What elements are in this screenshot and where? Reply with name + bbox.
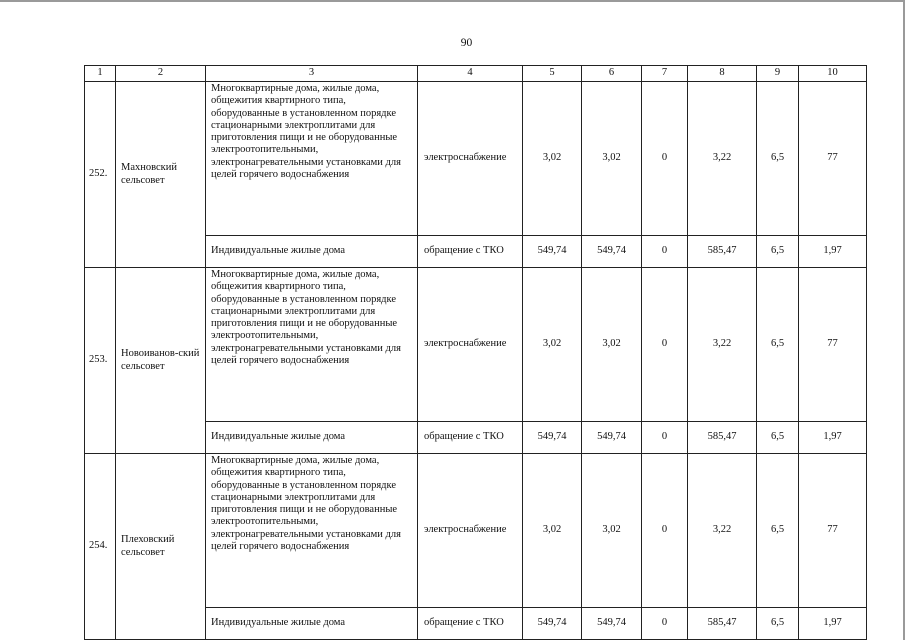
value-cell: 585,47 — [688, 236, 757, 268]
value-cell: 585,47 — [688, 608, 757, 640]
value-cell: 0 — [642, 422, 688, 454]
value-cell: 549,74 — [523, 422, 582, 454]
col-header: 10 — [799, 66, 867, 82]
row-number: 254. — [85, 454, 116, 640]
utility-type: электроснабжение — [418, 82, 523, 236]
value-cell: 6,5 — [757, 236, 799, 268]
value-cell: 6,5 — [757, 422, 799, 454]
settlement-name: Махновский сельсовет — [116, 82, 206, 268]
col-header: 9 — [757, 66, 799, 82]
value-cell: 1,97 — [799, 422, 867, 454]
col-header: 6 — [582, 66, 642, 82]
value-cell: 549,74 — [582, 236, 642, 268]
value-cell: 3,22 — [688, 82, 757, 236]
value-cell: 77 — [799, 268, 867, 422]
value-cell: 3,02 — [523, 454, 582, 608]
page-number: 90 — [460, 37, 473, 49]
housing-description: Индивидуальные жилые дома — [206, 236, 418, 268]
value-cell: 585,47 — [688, 422, 757, 454]
value-cell: 6,5 — [757, 454, 799, 608]
value-cell: 3,22 — [688, 454, 757, 608]
col-header: 4 — [418, 66, 523, 82]
value-cell: 6,5 — [757, 82, 799, 236]
col-header: 5 — [523, 66, 582, 82]
col-header: 3 — [206, 66, 418, 82]
value-cell: 77 — [799, 454, 867, 608]
value-cell: 3,02 — [523, 82, 582, 236]
value-cell: 1,97 — [799, 236, 867, 268]
value-cell: 3,02 — [582, 268, 642, 422]
value-cell: 549,74 — [523, 608, 582, 640]
value-cell: 1,97 — [799, 608, 867, 640]
value-cell: 549,74 — [582, 608, 642, 640]
value-cell: 77 — [799, 82, 867, 236]
value-cell: 3,02 — [523, 268, 582, 422]
settlement-name: Плеховский сельсовет — [116, 454, 206, 640]
value-cell: 0 — [642, 82, 688, 236]
tariff-table — [84, 65, 867, 640]
col-header: 7 — [642, 66, 688, 82]
table-row — [85, 268, 867, 422]
utility-type: обращение с ТКО — [418, 236, 523, 268]
value-cell: 549,74 — [582, 422, 642, 454]
value-cell: 0 — [642, 454, 688, 608]
value-cell: 549,74 — [523, 236, 582, 268]
table-row — [85, 454, 867, 608]
utility-type: электроснабжение — [418, 454, 523, 608]
col-header: 1 — [85, 66, 116, 82]
housing-description: Многоквартирные дома, жилые дома, общежития квартирного типа, оборудованные в установленном порядке стационарными электроплитами для приготовления пищи и не оборудованные электроотопительными, электронагревательными установками для целей горячего водоснабжения — [206, 82, 418, 236]
value-cell: 6,5 — [757, 268, 799, 422]
value-cell: 0 — [642, 268, 688, 422]
table-row — [85, 82, 867, 236]
utility-type: обращение с ТКО — [418, 422, 523, 454]
housing-description: Индивидуальные жилые дома — [206, 608, 418, 640]
row-number: 252. — [85, 82, 116, 268]
housing-description: Многоквартирные дома, жилые дома, общежития квартирного типа, оборудованные в установленном порядке стационарными электроплитами для приготовления пищи и не оборудованные электроотопительными, электронагревательными установками для целей горячего водоснабжения — [206, 454, 418, 608]
value-cell: 0 — [642, 236, 688, 268]
housing-description: Многоквартирные дома, жилые дома, общежития квартирного типа, оборудованные в установленном порядке стационарными электроплитами для приготовления пищи и не оборудованные электроотопительными, электронагревательными установками для целей горячего водоснабжения — [206, 268, 418, 422]
value-cell: 3,22 — [688, 268, 757, 422]
housing-description: Индивидуальные жилые дома — [206, 422, 418, 454]
col-header: 8 — [688, 66, 757, 82]
column-number-row — [85, 66, 867, 82]
value-cell: 6,5 — [757, 608, 799, 640]
value-cell: 3,02 — [582, 454, 642, 608]
settlement-name: Новоиванов-ский сельсовет — [116, 268, 206, 454]
utility-type: электроснабжение — [418, 268, 523, 422]
utility-type: обращение с ТКО — [418, 608, 523, 640]
row-number: 253. — [85, 268, 116, 454]
value-cell: 0 — [642, 608, 688, 640]
col-header: 2 — [116, 66, 206, 82]
value-cell: 3,02 — [582, 82, 642, 236]
